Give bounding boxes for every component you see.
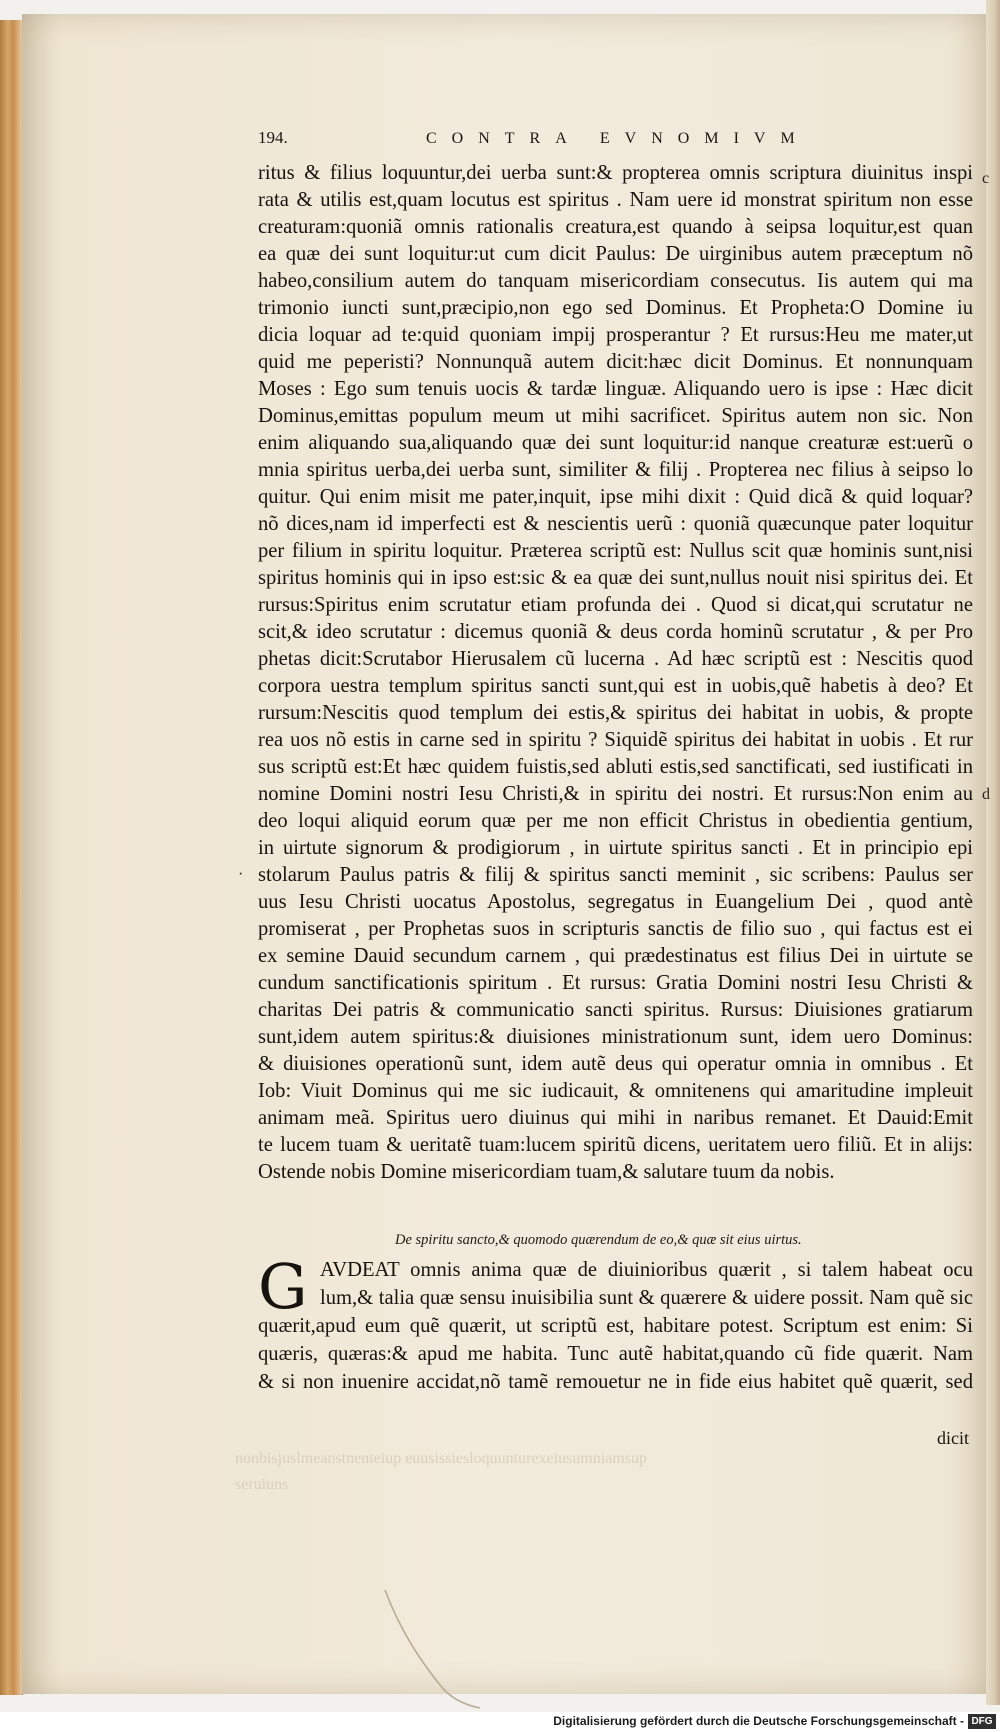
text-line: habeo,consilium autem do tanquam misericordiam consecutus. Iis autem qui ma: [258, 270, 973, 292]
text-line: rata & utilis est,quam locutus est spiritus . Nam uere id monstrat spiritum non esse: [258, 189, 973, 211]
text-line: rursum:Nescitis quod templum dei estis,& spiritus dei habitat in uobis, & propte: [258, 702, 973, 724]
text-line: rea uos nõ estis in carne sed in spiritu ? Siquidẽ spiritus dei habitat in uobis . Et rur: [258, 729, 973, 751]
bookmark-string: [380, 1590, 500, 1710]
section-text-line: lum,& talia quæ sensu inuisibilia sunt & quærere & uidere possit. Nam quẽ sic: [320, 1287, 973, 1309]
running-title: CONTRA EVNOMIVM: [426, 130, 810, 147]
text-line: animam meã. Spiritus uero diuinus qui mihi in naribus remanet. Et Dauid:Emit: [258, 1107, 973, 1129]
text-line: dicia loquar ad te:quid quoniam impij prosperantur ? Et rursus:Heu me mater,ut: [258, 324, 973, 346]
text-line: sus scriptũ est:Et hæc quidem fuistis,sed abluti estis,sed sanctificati, sed iustificati in: [258, 756, 973, 778]
text-line: scit,& ideo scrutatur : dicemus quoniã & deus corda hominũ scrutatur , & per Pro: [258, 621, 973, 643]
margin-dot: ·: [238, 866, 244, 883]
text-line: uus Iesu Christi uocatus Apostolus, segregatus in Euangelium Dei , quod antè: [258, 891, 973, 913]
text-line: Dominus,emittas populum meum ut mihi sacrificet. Spiritus autem non sic. Non: [258, 405, 973, 427]
section-text-line: quærit,apud eum quẽ quærit, ut scriptũ est, habitare potest. Scriptum est enim: Si: [258, 1315, 973, 1337]
section-text-block: [258, 1250, 973, 1396]
text-line: trimonio iuncti sunt,præcipio,non ego sed Dominus. Et Propheta:O Domine iu: [258, 297, 973, 319]
section-text-line: AVDEAT omnis anima quæ de diuinioribus quærit , si talem habeat ocu: [320, 1259, 973, 1281]
text-line: corpora uestra templum spiritus sancti sunt,qui est in uobis,quẽ habetis à deo? Et: [258, 675, 973, 697]
text-line: in uirtute signorum & prodigiorum , in uirtute spiritus sancti . Et in principio epi: [258, 837, 973, 859]
book-fore-edge: [0, 20, 23, 1695]
text-line: Moses : Ego sum tenuis uocis & tardæ linguæ. Aliquando uero is ipse : Hæc dicit: [258, 378, 973, 400]
text-line: te lucem tuam & ueritatẽ tuam:lucem spiritũ dicens, ueritatem uero filiũ. Et in alijs:: [258, 1134, 973, 1156]
margin-letter-d: d: [982, 786, 990, 803]
book-right-edge: [986, 0, 1000, 1705]
text-line: & diuisiones operationũ sunt, idem autẽ deus qui operatur omnia in omnibus . Et: [258, 1053, 973, 1075]
text-line: Iob: Viuit Dominus qui me sic iudicauit, & omnitenens qui amaritudine impleuit: [258, 1080, 973, 1102]
show-through-text: nonbisjuslmeanstnenteiup euusissiesloquunturexeiusumniamsup: [235, 1450, 647, 1467]
text-line: cundum sanctificationis spiritum . Et rursus: Gratia Domini nostri Iesu Christi &: [258, 972, 973, 994]
text-line: per filium in spiritu loquitur. Præterea scriptũ est: Nullus scit quæ hominis sunt,nisi: [258, 540, 973, 562]
text-line: promiserat , per Prophetas suos in scripturis sanctis de filio suo , qui factus est ei: [258, 918, 973, 940]
text-line: Ostende nobis Domine misericordiam tuam,& salutare tuum da nobis.: [258, 1161, 835, 1183]
text-line: nomine Domini nostri Iesu Christi,& in spiritu dei nostri. Et rursus:Non enim au: [258, 783, 973, 805]
dfg-logo: DFG: [968, 1714, 996, 1729]
footer-credit: Digitalisierung gefördert durch die Deutsche Forschungsgemeinschaft -: [553, 1714, 964, 1728]
text-line: deo loqui aliquid eorum quæ per me non efficit Christus in obedientia gentium,: [258, 810, 973, 832]
text-line: quitur. Qui enim misit me pater,inquit, ipse mihi dixit : Quid dicã & quid loquar?: [258, 486, 973, 508]
main-text-block: [258, 160, 973, 1186]
text-line: stolarum Paulus patris & filij & spiritus sancti meminit , sic scribens: Paulus ser: [258, 864, 973, 886]
text-line: ritus & filius loquuntur,dei uerba sunt:& propterea omnis scriptura diuinitus inspi: [258, 162, 973, 184]
margin-letter-c: c: [982, 170, 990, 187]
text-line: charitas Dei patris & communicatio sancti spiritus. Rursus: Diuisiones gratiarum: [258, 999, 973, 1021]
drop-cap-initial: G: [258, 1250, 308, 1323]
text-line: ex semine Dauid secundum carnem , qui prædestinatus est filius Dei in uirtute se: [258, 945, 973, 967]
section-text-line: & si non inuenire accidat,nõ tamẽ remouetur ne in fide eius habitet quẽ quærit, sed: [258, 1371, 973, 1393]
text-line: creaturam:quoniã omnis rationalis creatura,est quando à seipsa loquitur,est quan: [258, 216, 973, 238]
catchword: dicit: [937, 1428, 969, 1448]
text-line: rursus:Spiritus enim scrutatur etiam profunda dei . Quod si dicat,qui scrutatur ne: [258, 594, 973, 616]
page-number: 194.: [258, 128, 288, 147]
text-line: phetas dicit:Scrutabor Hierusalem cũ lucerna . Ad hæc scriptũ est : Nescitis quod: [258, 648, 973, 670]
text-line: spiritus hominis qui in ipso est:sic & ea quæ dei sunt,nullus nouit nisi spiritus dei. Et: [258, 567, 973, 589]
text-line: ea quæ dei sunt loquitur:ut cum dicit Paulus: De uirginibus autem præceptum nõ: [258, 243, 973, 265]
text-line: quid me peperisti? Nonnunquã autem dicit:hæc dicit Dominus. Et nonnunquam: [258, 351, 973, 373]
section-text-line: quæris, quæras:& apud me habita. Tunc autẽ habitat,quando cũ fide quærit. Nam: [258, 1343, 973, 1365]
section-heading: De spiritu sancto,& quomodo quærendum de eo,& quæ sit eius uirtus.: [395, 1232, 802, 1248]
show-through-text-2: seruiuns: [235, 1476, 289, 1493]
text-line: enim aliquando sua,aliquando quæ dei sunt loquitur:id nanque creaturæ est:uerũ o: [258, 432, 973, 454]
text-line: mnia spiritus uerba,dei uerba sunt, similiter & filij . Propterea nec filius à seipso lo: [258, 459, 973, 481]
text-line: sunt,idem autem spiritus:& diuisiones ministrationum sunt, idem uero Dominus:: [258, 1026, 973, 1048]
text-line: nõ dices,nam id imperfecti est & nescientis uerũ : quoniã quæcunque pater loquitur: [258, 513, 973, 535]
